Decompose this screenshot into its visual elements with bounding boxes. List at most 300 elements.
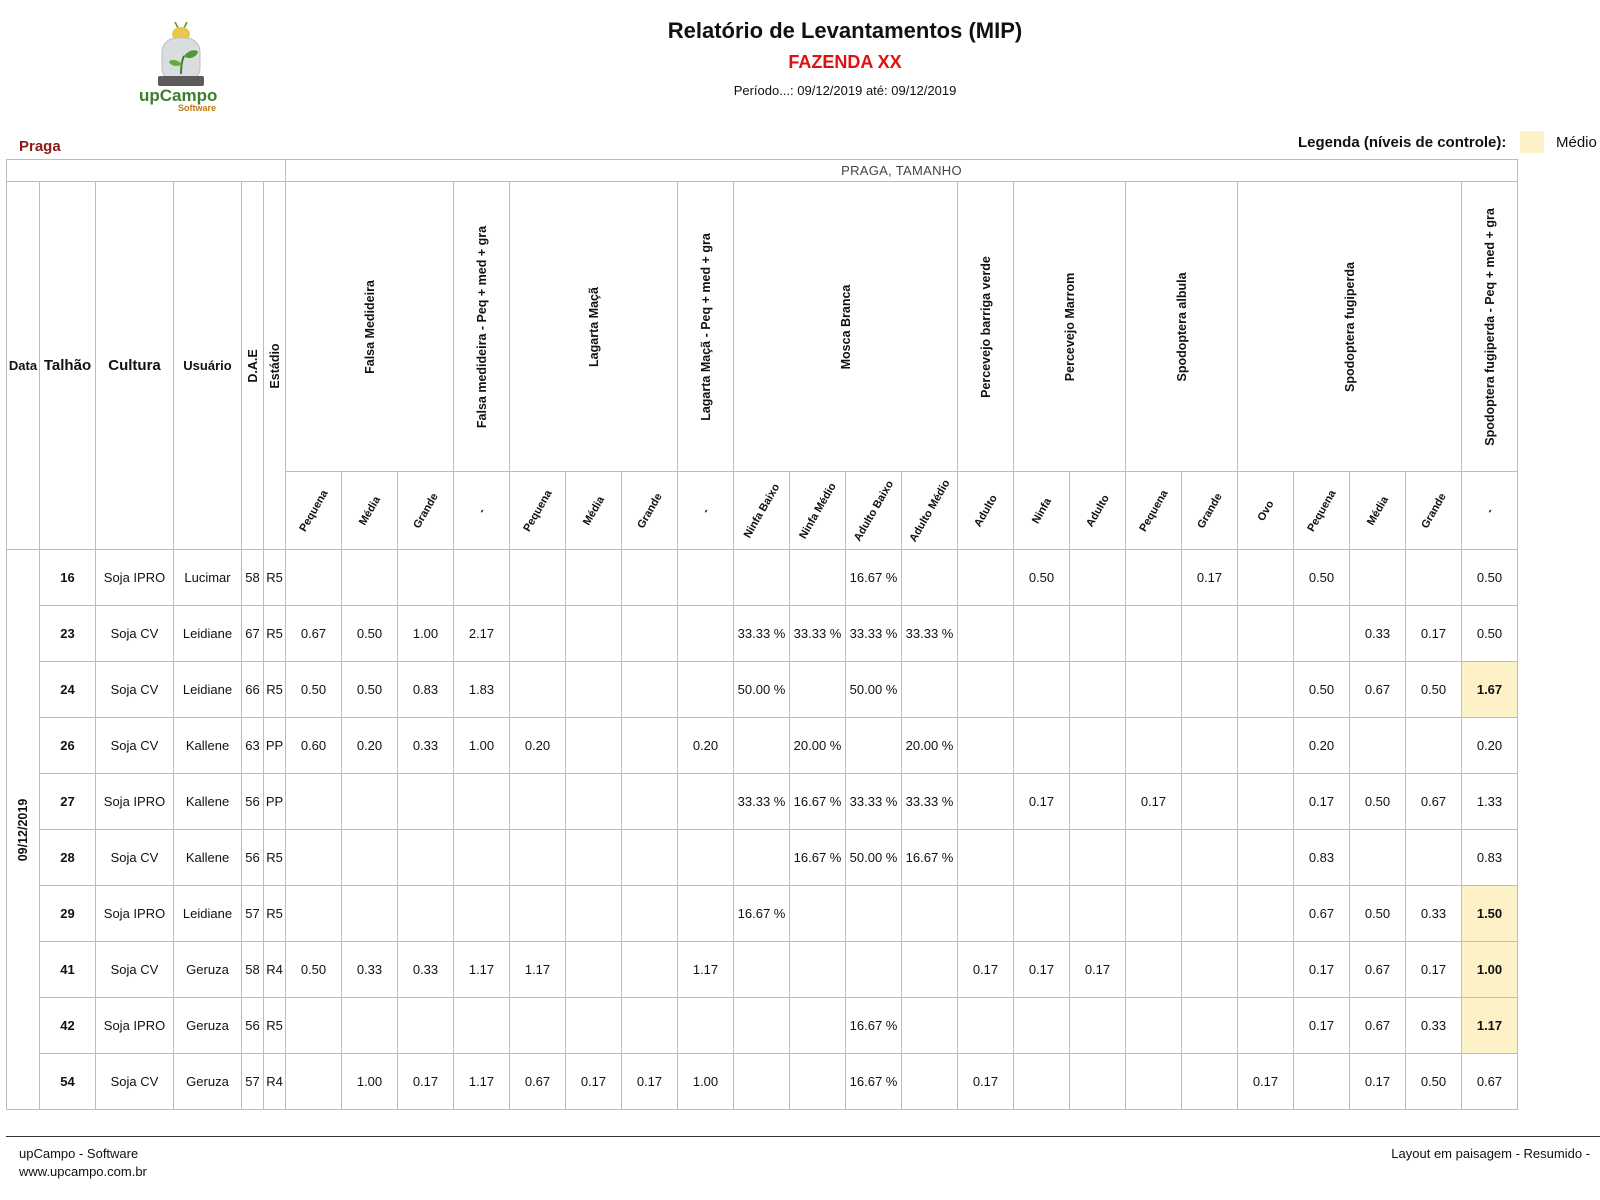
usuario-cell: Kallene bbox=[174, 830, 242, 886]
value-cell bbox=[1126, 606, 1182, 662]
value-cell bbox=[1182, 1054, 1238, 1110]
value-cell bbox=[1350, 550, 1406, 606]
value-cell: 33.33 % bbox=[734, 606, 790, 662]
estadio-cell: R4 bbox=[264, 1054, 286, 1110]
value-cell: 0.17 bbox=[1014, 942, 1070, 998]
usuario-cell: Geruza bbox=[174, 1054, 242, 1110]
value-cell: 0.33 bbox=[398, 942, 454, 998]
value-cell bbox=[1126, 1054, 1182, 1110]
dae-cell: 56 bbox=[242, 998, 264, 1054]
cultura-cell: Soja CV bbox=[96, 830, 174, 886]
value-cell: 0.17 bbox=[1406, 942, 1462, 998]
value-cell bbox=[1070, 774, 1126, 830]
value-cell bbox=[902, 886, 958, 942]
value-cell bbox=[454, 774, 510, 830]
value-cell bbox=[1126, 550, 1182, 606]
value-cell: 33.33 % bbox=[734, 774, 790, 830]
pest-name: Percevejo Marrom bbox=[1062, 272, 1077, 381]
usuario-cell: Leidiane bbox=[174, 662, 242, 718]
value-cell bbox=[1238, 550, 1294, 606]
size-header bbox=[678, 472, 734, 550]
pest-header bbox=[510, 182, 678, 472]
estadio-cell: R5 bbox=[264, 662, 286, 718]
size-header bbox=[1406, 472, 1462, 550]
value-cell: 0.20 bbox=[1462, 718, 1518, 774]
talhao-cell: 23 bbox=[40, 606, 96, 662]
value-cell bbox=[622, 662, 678, 718]
size-header bbox=[286, 472, 342, 550]
value-cell: 0.20 bbox=[1294, 718, 1350, 774]
size-header bbox=[342, 472, 398, 550]
size-header bbox=[1126, 472, 1182, 550]
value-cell bbox=[1126, 718, 1182, 774]
size-label: Grande bbox=[1194, 490, 1225, 531]
value-cell bbox=[734, 718, 790, 774]
value-cell bbox=[790, 942, 846, 998]
header-label: Estádio bbox=[267, 342, 282, 389]
usuario-cell: Leidiane bbox=[174, 886, 242, 942]
talhao-cell: 26 bbox=[40, 718, 96, 774]
estadio-cell: R4 bbox=[264, 942, 286, 998]
header-usu-rio: Usuário bbox=[174, 182, 242, 550]
talhao-cell: 28 bbox=[40, 830, 96, 886]
value-cell bbox=[846, 942, 902, 998]
value-cell: 0.17 bbox=[566, 1054, 622, 1110]
value-cell bbox=[510, 774, 566, 830]
pest-header bbox=[1238, 182, 1462, 472]
pest-name: Falsa Medideira bbox=[362, 279, 377, 374]
value-cell bbox=[734, 942, 790, 998]
value-cell: 0.33 bbox=[1350, 606, 1406, 662]
value-cell bbox=[1070, 662, 1126, 718]
value-cell bbox=[454, 550, 510, 606]
value-cell: 0.33 bbox=[342, 942, 398, 998]
value-cell bbox=[678, 550, 734, 606]
value-cell: 0.50 bbox=[1294, 550, 1350, 606]
dae-cell: 58 bbox=[242, 550, 264, 606]
value-cell bbox=[1014, 718, 1070, 774]
value-cell: 0.67 bbox=[1350, 662, 1406, 718]
value-cell: 0.50 bbox=[1294, 662, 1350, 718]
value-cell: 0.50 bbox=[1406, 1054, 1462, 1110]
value-cell bbox=[678, 606, 734, 662]
size-label: Média bbox=[580, 493, 607, 528]
value-cell bbox=[566, 606, 622, 662]
value-cell bbox=[286, 886, 342, 942]
value-cell: 20.00 % bbox=[790, 718, 846, 774]
estadio-cell: PP bbox=[264, 718, 286, 774]
header-cultura: Cultura bbox=[96, 182, 174, 550]
value-cell: 0.33 bbox=[398, 718, 454, 774]
pest-header bbox=[1014, 182, 1126, 472]
value-cell bbox=[1070, 998, 1126, 1054]
value-cell bbox=[1070, 550, 1126, 606]
cultura-cell: Soja IPRO bbox=[96, 886, 174, 942]
pest-header bbox=[454, 182, 510, 472]
value-cell: 1.17 bbox=[510, 942, 566, 998]
value-cell bbox=[678, 662, 734, 718]
value-cell bbox=[1238, 774, 1294, 830]
pest-name: Falsa medideira - Peq + med + gra bbox=[474, 225, 489, 428]
usuario-cell: Leidiane bbox=[174, 606, 242, 662]
value-cell bbox=[510, 998, 566, 1054]
usuario-cell: Kallene bbox=[174, 774, 242, 830]
header-data: Data bbox=[7, 182, 40, 550]
value-cell: 16.67 % bbox=[902, 830, 958, 886]
value-cell bbox=[1070, 830, 1126, 886]
group-header-row bbox=[7, 160, 1518, 182]
size-label: Grande bbox=[634, 490, 665, 531]
value-cell: 16.67 % bbox=[790, 830, 846, 886]
pest-name: Percevejo barriga verde bbox=[978, 255, 993, 398]
value-cell bbox=[790, 1054, 846, 1110]
header-d-a-e bbox=[242, 182, 264, 550]
size-label: Adulto Baixo bbox=[851, 478, 896, 543]
size-header bbox=[958, 472, 1014, 550]
value-cell bbox=[734, 1054, 790, 1110]
value-cell bbox=[1070, 718, 1126, 774]
value-cell bbox=[510, 886, 566, 942]
value-cell: 0.17 bbox=[1350, 1054, 1406, 1110]
value-cell: 16.67 % bbox=[734, 886, 790, 942]
value-cell bbox=[958, 886, 1014, 942]
value-cell bbox=[1070, 606, 1126, 662]
value-cell bbox=[1014, 830, 1070, 886]
value-cell bbox=[1014, 998, 1070, 1054]
cultura-cell: Soja IPRO bbox=[96, 550, 174, 606]
blank-header-cell bbox=[7, 160, 286, 182]
header-est-dio bbox=[264, 182, 286, 550]
value-cell bbox=[902, 942, 958, 998]
pest-header bbox=[1462, 182, 1518, 472]
value-cell bbox=[958, 830, 1014, 886]
value-cell: 0.67 bbox=[510, 1054, 566, 1110]
size-label: Pequena bbox=[520, 487, 555, 534]
value-cell bbox=[678, 830, 734, 886]
value-cell: 1.17 bbox=[1462, 998, 1518, 1054]
usuario-cell: Lucimar bbox=[174, 550, 242, 606]
logo-text: upCampo bbox=[139, 86, 218, 105]
value-cell bbox=[1406, 830, 1462, 886]
value-cell bbox=[846, 718, 902, 774]
talhao-cell: 16 bbox=[40, 550, 96, 606]
dae-cell: 58 bbox=[242, 942, 264, 998]
value-cell bbox=[622, 998, 678, 1054]
value-cell: 0.67 bbox=[1350, 942, 1406, 998]
size-header bbox=[734, 472, 790, 550]
talhao-cell: 24 bbox=[40, 662, 96, 718]
value-cell bbox=[1014, 662, 1070, 718]
pest-header bbox=[958, 182, 1014, 472]
table-row bbox=[7, 774, 1518, 830]
value-cell bbox=[1182, 998, 1238, 1054]
size-label: - bbox=[1483, 505, 1496, 516]
report-period: Período...: 09/12/2019 até: 09/12/2019 bbox=[733, 83, 957, 98]
value-cell bbox=[1126, 886, 1182, 942]
value-cell bbox=[566, 774, 622, 830]
report-title: Relatório de Levantamentos (MIP) bbox=[667, 18, 1023, 43]
value-cell bbox=[342, 774, 398, 830]
pest-header bbox=[1126, 182, 1238, 472]
value-cell: 33.33 % bbox=[902, 774, 958, 830]
value-cell bbox=[1182, 774, 1238, 830]
value-cell bbox=[1014, 886, 1070, 942]
value-cell: 1.17 bbox=[678, 942, 734, 998]
value-cell bbox=[1126, 998, 1182, 1054]
value-cell: 20.00 % bbox=[902, 718, 958, 774]
size-header bbox=[1462, 472, 1518, 550]
size-header bbox=[1294, 472, 1350, 550]
value-cell bbox=[790, 550, 846, 606]
size-header bbox=[622, 472, 678, 550]
cultura-cell: Soja IPRO bbox=[96, 774, 174, 830]
size-label: Pequena bbox=[1136, 487, 1171, 534]
value-cell: 0.50 bbox=[1350, 886, 1406, 942]
value-cell: 0.50 bbox=[1462, 606, 1518, 662]
talhao-cell: 27 bbox=[40, 774, 96, 830]
value-cell: 0.20 bbox=[342, 718, 398, 774]
table-row bbox=[7, 718, 1518, 774]
value-cell bbox=[286, 830, 342, 886]
size-label: Pequena bbox=[296, 487, 331, 534]
value-cell: 1.17 bbox=[454, 1054, 510, 1110]
size-header bbox=[846, 472, 902, 550]
value-cell: 16.67 % bbox=[846, 998, 902, 1054]
value-cell bbox=[566, 830, 622, 886]
value-cell: 1.00 bbox=[342, 1054, 398, 1110]
value-cell bbox=[566, 718, 622, 774]
value-cell: 1.83 bbox=[454, 662, 510, 718]
size-header bbox=[566, 472, 622, 550]
value-cell bbox=[958, 662, 1014, 718]
value-cell bbox=[958, 606, 1014, 662]
table-row bbox=[7, 942, 1518, 998]
cultura-cell: Soja CV bbox=[96, 718, 174, 774]
section-label: Praga bbox=[19, 138, 61, 155]
table-row bbox=[7, 998, 1518, 1054]
size-label: Média bbox=[356, 493, 383, 528]
value-cell bbox=[1070, 1054, 1126, 1110]
value-cell: 1.67 bbox=[1462, 662, 1518, 718]
value-cell: 0.67 bbox=[286, 606, 342, 662]
date-value: 09/12/2019 bbox=[16, 798, 30, 861]
talhao-cell: 54 bbox=[40, 1054, 96, 1110]
value-cell bbox=[1406, 718, 1462, 774]
value-cell: 1.00 bbox=[454, 718, 510, 774]
value-cell: 50.00 % bbox=[846, 662, 902, 718]
size-header bbox=[510, 472, 566, 550]
value-cell: 0.50 bbox=[286, 942, 342, 998]
table-row bbox=[7, 1054, 1518, 1110]
value-cell: 0.50 bbox=[1406, 662, 1462, 718]
value-cell bbox=[734, 998, 790, 1054]
footer-layout-note: Layout em paisagem - Resumido - bbox=[1391, 1146, 1590, 1161]
value-cell bbox=[566, 998, 622, 1054]
value-cell bbox=[678, 774, 734, 830]
table-row bbox=[7, 606, 1518, 662]
value-cell: 0.20 bbox=[510, 718, 566, 774]
value-cell bbox=[902, 1054, 958, 1110]
value-cell: 0.17 bbox=[1294, 998, 1350, 1054]
cultura-cell: Soja IPRO bbox=[96, 998, 174, 1054]
value-cell: 1.33 bbox=[1462, 774, 1518, 830]
dae-cell: 56 bbox=[242, 830, 264, 886]
value-cell bbox=[454, 886, 510, 942]
legend-value: Médio bbox=[1556, 134, 1597, 151]
cultura-cell: Soja CV bbox=[96, 942, 174, 998]
value-cell: 0.67 bbox=[1462, 1054, 1518, 1110]
pest-name: Lagarta Maçã bbox=[586, 286, 601, 367]
dae-cell: 57 bbox=[242, 1054, 264, 1110]
value-cell bbox=[958, 998, 1014, 1054]
size-label: Pequena bbox=[1304, 487, 1339, 534]
talhao-cell: 41 bbox=[40, 942, 96, 998]
farm-name: FAZENDA XX bbox=[788, 52, 902, 72]
value-cell bbox=[678, 998, 734, 1054]
value-cell bbox=[286, 1054, 342, 1110]
value-cell: 0.83 bbox=[1462, 830, 1518, 886]
size-header bbox=[1070, 472, 1126, 550]
size-label: - bbox=[699, 505, 712, 516]
value-cell bbox=[454, 998, 510, 1054]
size-header bbox=[454, 472, 510, 550]
pest-name: Spodoptera fugiperda bbox=[1342, 261, 1357, 392]
value-cell bbox=[622, 550, 678, 606]
estadio-cell: R5 bbox=[264, 886, 286, 942]
size-label: Ovo bbox=[1254, 498, 1277, 523]
dae-cell: 57 bbox=[242, 886, 264, 942]
size-header bbox=[1182, 472, 1238, 550]
logo-subtext: Software bbox=[178, 103, 217, 113]
value-cell bbox=[1238, 662, 1294, 718]
pest-header-row bbox=[7, 182, 1518, 472]
value-cell bbox=[1238, 998, 1294, 1054]
value-cell: 0.17 bbox=[958, 1054, 1014, 1110]
value-cell bbox=[902, 662, 958, 718]
value-cell bbox=[566, 550, 622, 606]
value-cell: 1.50 bbox=[1462, 886, 1518, 942]
value-cell: 0.60 bbox=[286, 718, 342, 774]
value-cell bbox=[1182, 886, 1238, 942]
value-cell: 16.67 % bbox=[846, 550, 902, 606]
value-cell bbox=[510, 606, 566, 662]
size-label: Ninfa Médio bbox=[796, 480, 839, 541]
value-cell bbox=[1350, 830, 1406, 886]
value-cell bbox=[1126, 942, 1182, 998]
cultura-cell: Soja CV bbox=[96, 1054, 174, 1110]
value-cell: 0.17 bbox=[1294, 942, 1350, 998]
value-cell bbox=[678, 886, 734, 942]
footer-website: www.upcampo.com.br bbox=[19, 1164, 147, 1179]
value-cell: 33.33 % bbox=[846, 774, 902, 830]
value-cell: 0.17 bbox=[1014, 774, 1070, 830]
value-cell bbox=[342, 998, 398, 1054]
value-cell: 0.17 bbox=[1126, 774, 1182, 830]
value-cell: 0.50 bbox=[342, 606, 398, 662]
size-label: Adulto Médio bbox=[906, 477, 953, 544]
value-cell bbox=[622, 886, 678, 942]
estadio-cell: R5 bbox=[264, 550, 286, 606]
value-cell bbox=[902, 550, 958, 606]
value-cell bbox=[398, 550, 454, 606]
size-label: Adulto bbox=[971, 492, 1000, 529]
table-row bbox=[7, 830, 1518, 886]
cultura-cell: Soja CV bbox=[96, 606, 174, 662]
value-cell bbox=[846, 886, 902, 942]
value-cell bbox=[342, 886, 398, 942]
value-cell bbox=[566, 942, 622, 998]
value-cell bbox=[790, 886, 846, 942]
dae-cell: 66 bbox=[242, 662, 264, 718]
estadio-cell: PP bbox=[264, 774, 286, 830]
value-cell bbox=[1182, 718, 1238, 774]
value-cell: 33.33 % bbox=[790, 606, 846, 662]
date-cell bbox=[7, 550, 40, 1110]
estadio-cell: R5 bbox=[264, 830, 286, 886]
size-header bbox=[790, 472, 846, 550]
value-cell: 33.33 % bbox=[846, 606, 902, 662]
value-cell: 0.50 bbox=[1462, 550, 1518, 606]
header-talh-o: Talhão bbox=[40, 182, 96, 550]
value-cell: 0.17 bbox=[1294, 774, 1350, 830]
value-cell bbox=[1182, 942, 1238, 998]
value-cell bbox=[1406, 550, 1462, 606]
value-cell bbox=[1182, 606, 1238, 662]
value-cell: 0.17 bbox=[398, 1054, 454, 1110]
value-cell bbox=[398, 774, 454, 830]
value-cell: 0.67 bbox=[1294, 886, 1350, 942]
footer-divider bbox=[6, 1136, 1600, 1137]
value-cell bbox=[342, 550, 398, 606]
size-label: Ninfa bbox=[1029, 495, 1054, 526]
table-row bbox=[7, 662, 1518, 718]
value-cell bbox=[790, 998, 846, 1054]
value-cell: 50.00 % bbox=[846, 830, 902, 886]
pest-header bbox=[678, 182, 734, 472]
dae-cell: 56 bbox=[242, 774, 264, 830]
report-table bbox=[6, 159, 1518, 1110]
size-label: Ninfa Baixo bbox=[741, 481, 782, 540]
pest-header bbox=[734, 182, 958, 472]
size-label: Média bbox=[1364, 493, 1391, 528]
value-cell bbox=[622, 606, 678, 662]
value-cell: 0.17 bbox=[958, 942, 1014, 998]
pest-name: Lagarta Maçã - Peq + med + gra bbox=[698, 232, 713, 421]
value-cell bbox=[510, 830, 566, 886]
value-cell bbox=[1238, 830, 1294, 886]
value-cell: 16.67 % bbox=[846, 1054, 902, 1110]
usuario-cell: Geruza bbox=[174, 942, 242, 998]
size-label: - bbox=[475, 505, 488, 516]
value-cell bbox=[566, 886, 622, 942]
value-cell bbox=[958, 774, 1014, 830]
cultura-cell: Soja CV bbox=[96, 662, 174, 718]
value-cell bbox=[958, 550, 1014, 606]
value-cell bbox=[510, 550, 566, 606]
value-cell: 0.67 bbox=[1406, 774, 1462, 830]
value-cell: 0.20 bbox=[678, 718, 734, 774]
value-cell bbox=[398, 830, 454, 886]
pest-name: Mosca Branca bbox=[838, 284, 853, 369]
value-cell: 1.00 bbox=[1462, 942, 1518, 998]
value-cell: 0.50 bbox=[1350, 774, 1406, 830]
table-row bbox=[7, 550, 1518, 606]
value-cell: 16.67 % bbox=[790, 774, 846, 830]
value-cell bbox=[286, 998, 342, 1054]
value-cell bbox=[454, 830, 510, 886]
value-cell bbox=[566, 662, 622, 718]
size-label: Grande bbox=[1418, 490, 1449, 531]
